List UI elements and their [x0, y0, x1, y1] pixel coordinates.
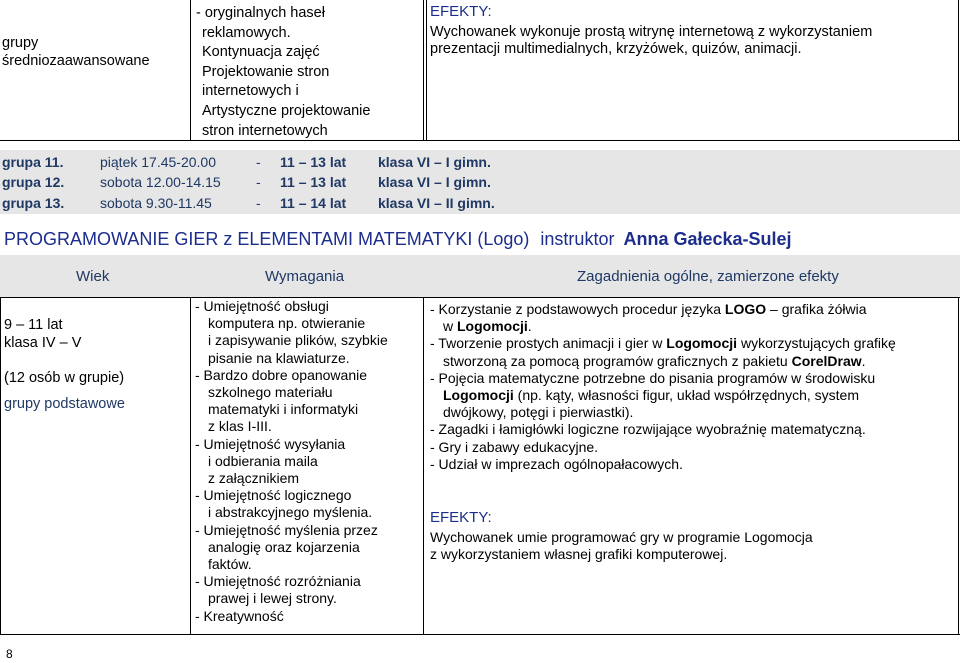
effects-text: prezentacji multimedialnych, krzyżówek, quizów, animacji. [430, 41, 802, 58]
req-line: faktów. [208, 556, 252, 573]
wiek-class: klasa IV – V [4, 335, 82, 351]
req-line: - Umiejętność rozróżniania [195, 573, 361, 590]
top-requirements-list [196, 4, 370, 141]
schedule-row [2, 195, 958, 215]
req-line: - Umiejętność logicznego [195, 487, 352, 504]
topic-line: - Korzystanie z podstawowych procedur języka LOGO – grafika żółwia [430, 301, 867, 317]
top-effects [430, 3, 872, 59]
header-wymagania: Wymagania [265, 268, 345, 285]
topic-line: w Logomocji. [443, 318, 532, 335]
topic-line: stworzoną za pomocą programów graficznych z pakietu CorelDraw. [443, 352, 866, 369]
req-line: analogię oraz kojarzenia [208, 538, 360, 555]
req-line: prawej i lewej strony. [208, 590, 337, 607]
schedule-class: klasa VI – I gimn. [378, 174, 491, 190]
req-line: - Umiejętność myślenia przez [195, 521, 378, 538]
req-line: - Umiejętność obsługi [195, 298, 329, 314]
program-title [4, 228, 792, 250]
schedule-dash: - [256, 154, 261, 170]
schedule-age: 11 – 13 lat [280, 154, 347, 170]
req-line: z załącznikiem [208, 470, 300, 487]
req-line: - oryginalnych haseł [196, 5, 325, 21]
page-number: 8 [6, 647, 13, 661]
req-line: stron internetowych [202, 122, 328, 139]
req-line: komputera np. otwieranie [208, 315, 366, 332]
effects-text: Wychowanek wykonuje prostą witrynę internetową z wykorzystaniem [430, 24, 873, 41]
effects-heading: EFEKTY: [430, 509, 492, 527]
effects-text: Wychowanek umie programować gry w programie Logomocja [430, 529, 813, 546]
topic-line: dwójkowy, potęgi i pierwiastki). [443, 404, 634, 421]
topic-line: - Gry i zabawy edukacyjne. [430, 438, 599, 455]
req-line: Artystyczne projektowanie [202, 102, 371, 119]
schedule-day: piątek 17.45-20.00 [100, 154, 216, 170]
wiek-age: 9 – 11 lat [4, 317, 63, 333]
req-line: matematyki i informatyki [208, 401, 359, 418]
wiek-cell [4, 316, 125, 413]
program-name: PROGRAMOWANIE GIER z ELEMENTAMI MATEMATYKI (Logo) [4, 229, 530, 249]
effects-heading: EFEKTY: [430, 3, 492, 20]
req-line: i abstrakcyjnego myślenia. [208, 504, 373, 521]
req-line: i zapisywanie plików, szybkie [208, 332, 388, 349]
topic-line: - Pojęcia matematyczne potrzebne do pisania programów w środowisku [430, 369, 876, 386]
req-line: Projektowanie stron [202, 63, 330, 80]
wiek-group-size: (12 osób w grupie) [4, 370, 125, 386]
req-line: z klas I-III. [208, 418, 272, 435]
schedule-day: sobota 12.00-14.15 [100, 174, 221, 190]
schedule-dash: - [256, 174, 261, 190]
wiek-group-type: grupy podstawowe [4, 396, 125, 412]
req-line: - Kreatywność [195, 607, 284, 624]
topic-line: Logomocji (np. kąty, własności figur, układ współrzędnych, system [443, 387, 859, 404]
schedule-age: 11 – 13 lat [280, 174, 347, 190]
req-line: reklamowych. [202, 24, 291, 41]
schedule-group: grupa 11. [2, 154, 64, 170]
wymagania-cell [195, 298, 388, 625]
topic-line: - Tworzenie prostych animacji i gier w Logomocji wykorzystujących grafikę [430, 335, 896, 352]
req-line: Kontynuacja zajęć [202, 44, 320, 61]
req-line: - Umiejętność wysyłania [195, 435, 346, 452]
req-line: - Bardzo dobre opanowanie [195, 366, 368, 383]
req-line: internetowych i [202, 83, 299, 100]
schedule-row [2, 154, 958, 174]
header-wiek: Wiek [76, 268, 110, 285]
instructor-name: Anna Gałecka-Sulej [623, 229, 792, 249]
schedule-class: klasa VI – I gimn. [378, 154, 491, 170]
schedule-dash: - [256, 195, 261, 211]
header-zagadnienia: Zagadnienia ogólne, zamierzone efekty [577, 268, 839, 285]
topic-line: - Udział w imprezach ogólnopałacowych. [430, 455, 683, 472]
schedule-class: klasa VI – II gimn. [378, 195, 495, 211]
req-line: pisanie na klawiaturze. [208, 349, 350, 366]
schedule-age: 11 – 14 lat [280, 195, 347, 211]
zagadnienia-cell [430, 301, 896, 564]
schedule-group: grupa 12. [2, 174, 65, 190]
req-line: i odbierania maila [208, 452, 318, 469]
req-line: szkolnego materiału [208, 384, 333, 401]
topic-line: - Zagadki i łamigłówki logiczne rozwijające wyobraźnię matematyczną. [430, 421, 866, 438]
instructor-label: instruktor [540, 229, 615, 249]
schedule-group: grupa 13. [2, 195, 65, 211]
schedule-day: sobota 9.30-11.45 [100, 195, 212, 211]
schedule-row [2, 174, 958, 194]
top-group-level: grupy średniozaawansowane [2, 35, 150, 69]
effects-text: z wykorzystaniem własnej grafiki komputerowej. [430, 546, 728, 563]
